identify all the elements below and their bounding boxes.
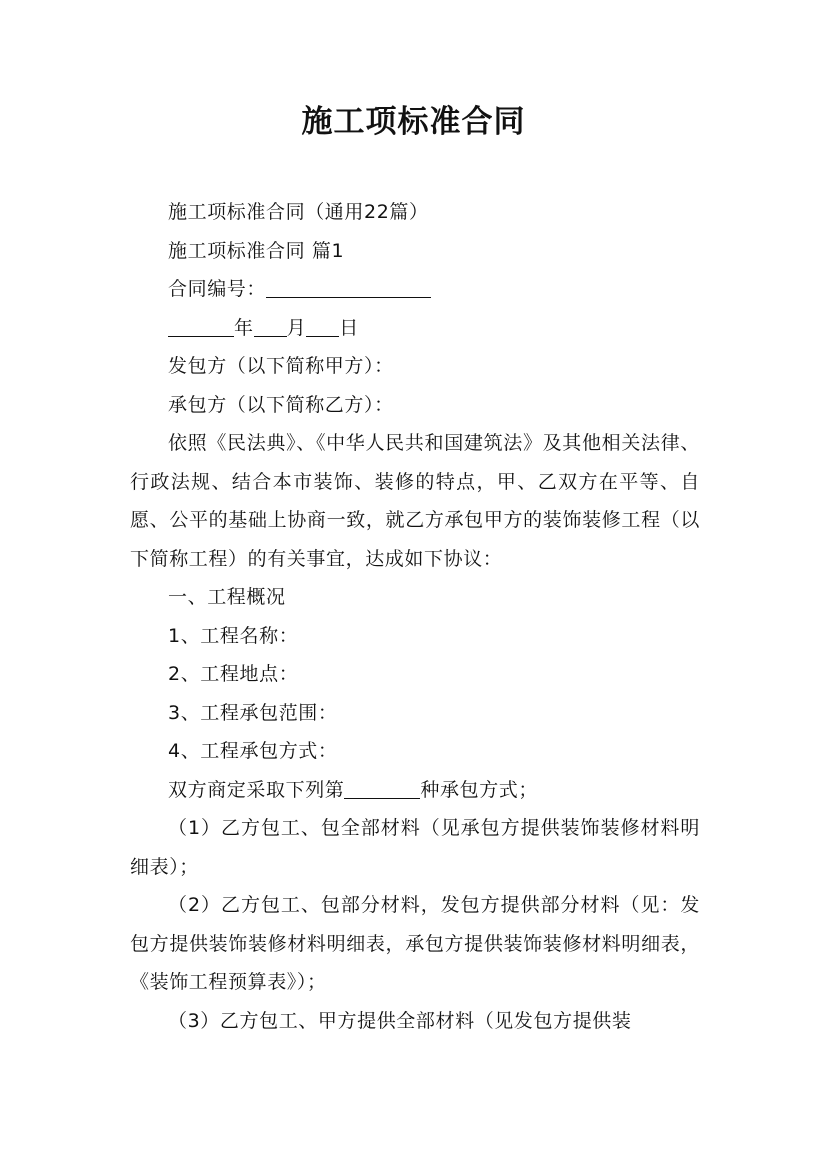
party-b-line: 承包方（以下简称乙方）：: [168, 393, 394, 416]
fill-in-blank: [254, 316, 287, 337]
line-text: 合同编号：: [168, 278, 267, 300]
fill-in-blank: [266, 277, 431, 298]
item-2-project-location: 2、工程地点：: [168, 663, 299, 685]
fill-in-blank: [168, 316, 234, 337]
collection-title: 施工项标准合同（通用22篇）: [168, 201, 429, 223]
method-option-2: （2）乙方包工、包部分材料，发包方提供部分材料（见：发包方提供装饰装修材料明细表，承包方提供装饰装修材料明细表，《装饰工程预算表》）；: [130, 894, 700, 993]
date-line: [130, 309, 700, 348]
fill-in-blank: [306, 316, 339, 337]
document-title: 施工项标准合同: [301, 104, 526, 140]
preamble-paragraph: 依照《民法典》、《中华人民共和国建筑法》及其他相关法律、行政法规、结合本市装饰、装修的特点，甲、乙双方在平等、自愿、公平的基础上协商一致，就乙方承包甲方的装饰装修工程（以下简称工程）的有关事宜，达成如下协议：: [130, 432, 700, 570]
method-option-3: （3）乙方包工、甲方提供全部材料（见发包方提供装: [168, 1009, 632, 1032]
method-option-1: （1）乙方包工、包全部材料（见承包方提供装饰装修材料明细表）；: [130, 817, 700, 878]
fill-in-blank: [344, 778, 420, 799]
item-1-project-name: 1、工程名称：: [168, 624, 299, 647]
line-text: 月: [286, 316, 307, 339]
line-text: 日: [339, 316, 359, 339]
article-heading: 施工项标准合同 篇1: [168, 239, 345, 262]
line-text: 种承包方式；: [420, 778, 539, 801]
section-1-heading: 一、工程概况: [168, 586, 286, 608]
item-4-contract-method: 4、工程承包方式：: [168, 740, 338, 762]
method-choice-line: [130, 771, 700, 810]
line-text: 双方商定采取下列第: [168, 778, 345, 801]
line-text: 年: [234, 316, 254, 339]
document-body: [130, 193, 700, 1040]
contract-number-line: [130, 270, 700, 309]
item-3-project-scope: 3、工程承包范围：: [168, 701, 338, 724]
party-a-line: 发包方（以下简称甲方）：: [168, 355, 394, 377]
